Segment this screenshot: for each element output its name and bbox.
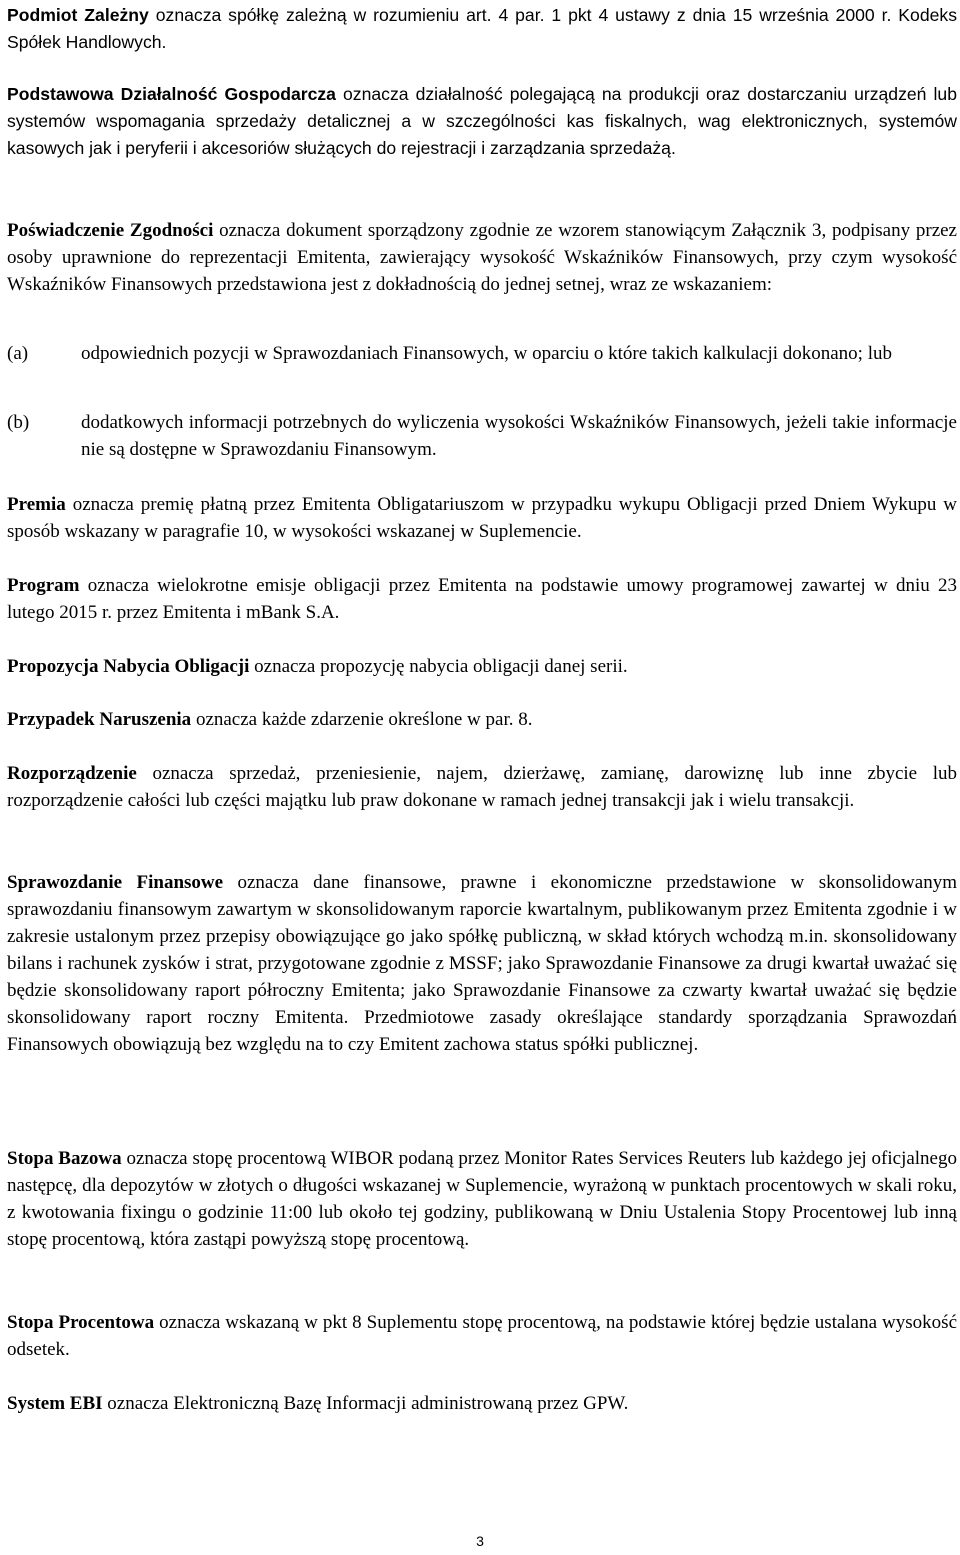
definition-program — [7, 572, 957, 626]
definition-text: oznacza wskazaną w pkt 8 Suplementu stopę procentową, na podstawie której będzie ustalana wysokość odsetek. — [7, 1312, 957, 1360]
definition-text: oznacza propozycję nabycia obligacji danej serii. — [249, 656, 628, 677]
list-item-text: odpowiednich pozycji w Sprawozdaniach Finansowych, w oparciu o które takich kalkulacji dokonano; lub — [81, 343, 892, 364]
definition-stopa-bazowa — [7, 1145, 957, 1253]
definition-premia — [7, 491, 957, 545]
definition-term: Przypadek Naruszenia — [7, 709, 192, 730]
definition-propozycja-nabycia — [7, 653, 957, 680]
definition-term: Premia — [7, 494, 66, 515]
definition-przypadek-naruszenia — [7, 706, 957, 733]
definition-system-ebi — [7, 1390, 957, 1417]
definition-rozporzadzenie — [7, 760, 957, 814]
list-item-text: dodatkowych informacji potrzebnych do wyliczenia wysokości Wskaźników Finansowych, jeżeli takie informacje nie są dostępne w Sprawozdaniu Finansowym. — [81, 412, 957, 460]
definition-podmiot-zalezny — [7, 2, 957, 56]
definition-term: Podmiot Zależny — [7, 5, 149, 25]
definition-text: oznacza każde zdarzenie określone w par. 8. — [191, 709, 533, 730]
definition-podstawowa-dzialalnosc — [7, 81, 957, 162]
definition-poswiadczenie-zgodnosci — [7, 217, 957, 298]
definition-term: Podstawowa Działalność Gospodarcza — [7, 84, 336, 104]
definition-term: Stopa Bazowa — [7, 1148, 122, 1169]
definition-text: oznacza premię płatną przez Emitenta Obligatariuszom w przypadku wykupu Obligacji przed Dniem Wykupu w sposób wskazany w paragrafie 10, w wysokości wskazanej w Suplemencie. — [7, 494, 957, 542]
list-item-label: (a) — [7, 343, 29, 364]
definition-term: Program — [7, 575, 80, 596]
definition-text: oznacza dokument sporządzony zgodnie ze wzorem stanowiącym Załącznik 3, podpisany przez osoby uprawnione do reprezentacji Emitenta, zawierający wysokość Wskaźników Finansowych, przy czym wysokość Wskaźników Finansowych przedstawiona jest z dokładnością do jednej setnej, wraz ze wskazaniem: — [7, 220, 957, 295]
definition-text: oznacza wielokrotne emisje obligacji przez Emitenta na podstawie umowy programowej zawartej w dniu 23 lutego 2015 r. przez Emitenta i mBank S.A. — [7, 575, 957, 623]
definition-text: oznacza Elektroniczną Bazę Informacji administrowaną przez GPW. — [102, 1393, 629, 1414]
definition-text: oznacza sprzedaż, przeniesienie, najem, dzierżawę, zamianę, darowiznę lub inne zbycie lub rozporządzenie całości lub części majątku lub praw dokonane w ramach jednej transakcji jak i wielu transakcji. — [7, 763, 957, 811]
page-number: 3 — [476, 1533, 484, 1549]
definition-term: System EBI — [7, 1393, 103, 1414]
definition-stopa-procentowa — [7, 1309, 957, 1363]
definition-term: Rozporządzenie — [7, 763, 137, 784]
definition-term: Stopa Procentowa — [7, 1312, 155, 1333]
definition-text: oznacza stopę procentową WIBOR podaną przez Monitor Rates Services Reuters lub każdego jej oficjalnego następcę, dla depozytów w złotych o długości wskazanej w Suplemencie, wyrażoną w punktach procentowych w skali roku, z kwotowania fixingu o godzinie 11:00 lub około tej godziny, publikowaną w Dniu Ustalenia Stopy Procentowej lub inną stopę procentową, która zastąpi powyższą stopę procentową. — [7, 1148, 957, 1250]
definition-term: Poświadczenie Zgodności — [7, 220, 214, 241]
definition-term: Propozycja Nabycia Obligacji — [7, 656, 250, 677]
definition-sprawozdanie-finansowe — [7, 869, 957, 1058]
definition-term: Sprawozdanie Finansowe — [7, 872, 224, 893]
list-item-label: (b) — [7, 412, 30, 433]
definition-text: oznacza dane finansowe, prawne i ekonomiczne przedstawione w skonsolidowanym sprawozdaniu finansowym zawartym w skonsolidowanym raporcie kwartalnym, publikowanym przez Emitenta zgodnie i w zakresie ustalonym przez przepisy obowiązujące go jako spółkę publiczną, w skład których wchodzą m.in. skonsolidowany bilans i rachunek zysków i strat, przygotowane zgodnie z MSSF; jako Sprawozdanie Finansowe za drugi kwartał uważać się będzie skonsolidowany raport półroczny Emitenta; jako Sprawozdanie Finansowe za czwarty kwartał uważać się będzie skonsolidowany raport roczny Emitenta. Przedmiotowe zasady określające standardy sporządzania Sprawozdań Finansowych obowiązują bez względu na to czy Emitent zachowa status spółki publicznej. — [7, 872, 957, 1055]
definition-text: oznacza spółkę zależną w rozumieniu art. 4 par. 1 pkt 4 ustawy z dnia 15 września 2000 r. Kodeks Spółek Handlowych. — [7, 5, 957, 52]
definition-text: oznacza działalność polegającą na produkcji oraz dostarczaniu urządzeń lub systemów wspomagania sprzedaży detalicznej a w szczególności kas fiskalnych, wag elektronicznych, systemów kasowych jak i peryferii i akcesoriów służących do rejestracji i zarządzania sprzedażą. — [7, 84, 957, 158]
